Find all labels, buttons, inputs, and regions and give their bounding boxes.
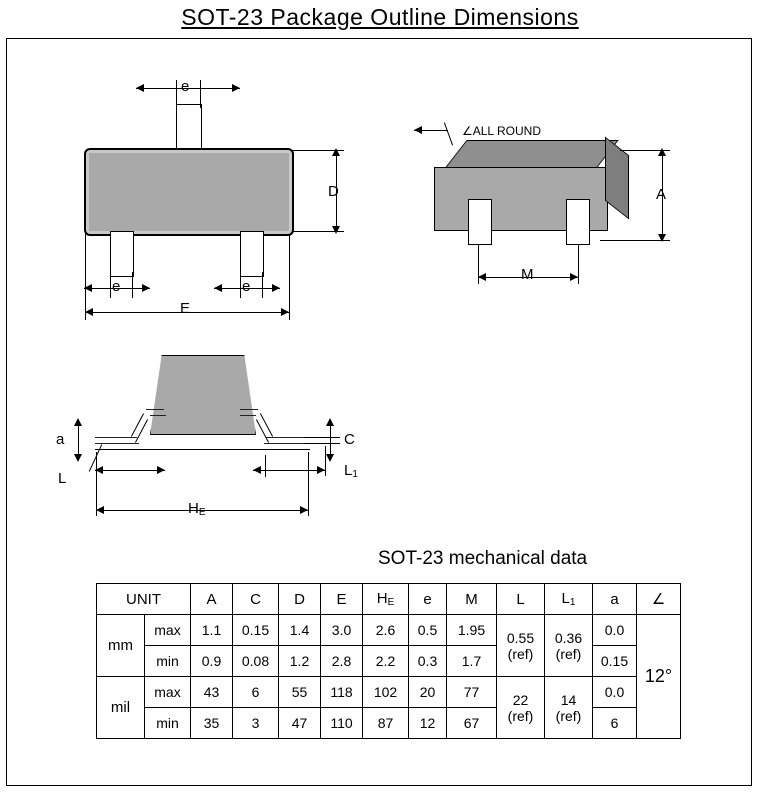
row-label-min-mil: min xyxy=(145,708,191,739)
cell-mm-min-a: 0.15 xyxy=(593,646,637,677)
unit-mil: mil xyxy=(97,677,145,739)
ext-line-D-bottom xyxy=(292,231,344,232)
header-L1: L1 xyxy=(545,584,593,615)
arrow-a-top xyxy=(74,418,82,426)
header-angle: ∠ xyxy=(637,584,681,615)
side-lead-right-top2 xyxy=(240,415,256,416)
cell-mm-max-C: 0.15 xyxy=(233,615,279,646)
label-e-bottom-left: e xyxy=(112,278,121,295)
header-E: E xyxy=(321,584,363,615)
dim-line-L1 xyxy=(253,470,325,471)
iso-pad-left xyxy=(468,199,492,245)
cell-mil-max-a: 0.0 xyxy=(593,677,637,708)
label-L1: $L_1$ xyxy=(344,462,358,480)
header-D: D xyxy=(279,584,321,615)
ext-HE-left xyxy=(96,452,97,516)
ext-L1-right xyxy=(325,446,326,476)
cell-mil-min-M: 67 xyxy=(447,708,497,739)
cell-mil-L1-value: 14 xyxy=(560,691,577,708)
cell-mil-max-M: 77 xyxy=(447,677,497,708)
cell-mm-L1-ref: (ref) xyxy=(555,645,582,662)
ext-e-b1 xyxy=(110,272,111,298)
arrow-L1-left xyxy=(253,466,261,474)
top-view-center-lead xyxy=(176,104,202,152)
cell-mil-min-e: 12 xyxy=(409,708,447,739)
label-E: E xyxy=(180,300,191,317)
cell-mil-max-C: 6 xyxy=(233,677,279,708)
header-e: e xyxy=(409,584,447,615)
cell-mil-min-A: 35 xyxy=(191,708,233,739)
side-lead-left-top xyxy=(146,409,164,410)
cell-mil-max-HE: 102 xyxy=(363,677,409,708)
unit-mm: mm xyxy=(97,615,145,677)
ext-M-right xyxy=(578,244,579,284)
arrow-M-left xyxy=(478,273,486,281)
cell-mil-L-ref: (ref) xyxy=(507,707,534,724)
cell-mil-max-E: 118 xyxy=(321,677,363,708)
header-L: L xyxy=(497,584,545,615)
cell-mm-min-D: 1.2 xyxy=(279,646,321,677)
cell-mil-L xyxy=(497,677,545,739)
cell-mil-L-value: 22 xyxy=(512,691,529,708)
iso-pad-right xyxy=(566,199,590,245)
ext-L1-left xyxy=(265,455,266,477)
arrow-a-bottom xyxy=(74,454,82,462)
page-title: SOT-23 Package Outline Dimensions xyxy=(181,4,579,30)
row-label-max-mil: max xyxy=(145,677,191,708)
cell-mil-min-HE: 87 xyxy=(363,708,409,739)
ext-E-right xyxy=(289,234,290,320)
label-e-bottom-right: e xyxy=(242,278,251,295)
ext-line-e-top-left xyxy=(176,80,177,108)
arrow-L-right xyxy=(157,466,165,474)
cell-mm-max-A: 1.1 xyxy=(191,615,233,646)
arrow-E-right xyxy=(281,308,289,316)
top-view-package-body xyxy=(84,148,294,236)
label-e-top: e xyxy=(181,78,190,95)
label-all-round: ∠ALL ROUND xyxy=(462,124,541,138)
iso-top-face xyxy=(443,140,618,170)
dim-line-L-left xyxy=(95,470,165,471)
cell-mm-min-A: 0.9 xyxy=(191,646,233,677)
header-HE: HE xyxy=(363,584,409,615)
ext-A-top xyxy=(620,150,670,151)
header-a: a xyxy=(593,584,637,615)
arrow-e-top-right xyxy=(232,84,240,92)
mechanical-data-table xyxy=(96,583,681,739)
cell-angle: 12° xyxy=(637,615,681,739)
label-a: a xyxy=(56,431,65,448)
side-lead-right-flat xyxy=(266,437,308,438)
ext-E-left xyxy=(85,234,86,320)
cell-mm-max-D: 1.4 xyxy=(279,615,321,646)
row-label-max: max xyxy=(145,615,191,646)
cell-mm-L1 xyxy=(545,615,593,677)
label-A: A xyxy=(656,186,667,203)
table-title: SOT-23 mechanical data xyxy=(378,548,588,569)
table-row-mm-max xyxy=(97,615,681,646)
side-lead-right-top xyxy=(240,409,258,410)
top-view-lead-left xyxy=(110,231,134,277)
cell-mil-min-E: 110 xyxy=(321,708,363,739)
cell-mil-min-C: 3 xyxy=(233,708,279,739)
arrow-all-round xyxy=(414,126,422,134)
ext-A-bottom xyxy=(600,240,670,241)
ext-e-b4 xyxy=(262,272,263,298)
arrow-D-bottom xyxy=(332,226,340,234)
cell-mm-max-e: 0.5 xyxy=(409,615,447,646)
arrow-M-right xyxy=(570,273,578,281)
table-header-row xyxy=(97,584,681,615)
top-view-lead-right xyxy=(240,231,264,277)
arrow-C-top xyxy=(326,418,334,426)
cell-mm-min-C: 0.08 xyxy=(233,646,279,677)
cell-mil-L1 xyxy=(545,677,593,739)
label-C: C xyxy=(344,431,355,448)
ext-C-top xyxy=(304,437,340,438)
cell-mm-max-a: 0.0 xyxy=(593,615,637,646)
label-D: D xyxy=(328,183,339,200)
arrow-e-br-left xyxy=(214,284,222,292)
arrow-E-left xyxy=(85,308,93,316)
cell-mil-min-D: 47 xyxy=(279,708,321,739)
arrow-e-top-left xyxy=(136,84,144,92)
cell-mil-max-e: 20 xyxy=(409,677,447,708)
side-view-body xyxy=(150,355,256,435)
cell-mm-min-e: 0.3 xyxy=(409,646,447,677)
row-label-min: min xyxy=(145,646,191,677)
label-L: L xyxy=(58,470,67,487)
arrow-HE-right xyxy=(300,506,308,514)
cell-mm-min-E: 2.8 xyxy=(321,646,363,677)
header-M: M xyxy=(447,584,497,615)
header-C: C xyxy=(233,584,279,615)
ext-HE-right xyxy=(308,452,309,516)
cell-mm-L-ref: (ref) xyxy=(507,645,534,662)
table-row-mil-min xyxy=(97,708,681,739)
cell-mm-L1-value: 0.36 xyxy=(554,629,583,646)
cell-mm-max-E: 3.0 xyxy=(321,615,363,646)
arrow-C-bottom xyxy=(326,454,334,462)
header-A: A xyxy=(191,584,233,615)
ext-line-e-top-right xyxy=(200,80,201,108)
header-unit: UNIT xyxy=(97,584,191,615)
ext-e-b3 xyxy=(240,272,241,298)
cell-mil-max-D: 55 xyxy=(279,677,321,708)
table-row-mm-min xyxy=(97,646,681,677)
side-seating-plane xyxy=(95,449,310,450)
arrow-e-bl-right xyxy=(142,284,150,292)
arrow-e-br-right xyxy=(272,284,280,292)
ext-e-b2 xyxy=(132,272,133,298)
ext-line-D-top xyxy=(292,150,344,151)
arrow-L1-right xyxy=(317,466,325,474)
side-lead-left-top2 xyxy=(150,415,166,416)
side-lead-left-flat xyxy=(95,437,137,438)
table-row-mil-max xyxy=(97,677,681,708)
cell-mm-max-M: 1.95 xyxy=(447,615,497,646)
cell-mm-min-M: 1.7 xyxy=(447,646,497,677)
side-lead-right-flat2 xyxy=(264,443,308,444)
ext-C-bottom xyxy=(304,443,340,444)
cell-mil-min-a: 6 xyxy=(593,708,637,739)
cell-mm-L xyxy=(497,615,545,677)
arrow-HE-left xyxy=(96,506,104,514)
cell-mm-min-HE: 2.2 xyxy=(363,646,409,677)
ext-M-left xyxy=(478,244,479,284)
label-HE: $H_E$ xyxy=(188,500,206,518)
label-M: M xyxy=(521,266,534,283)
cell-mil-max-A: 43 xyxy=(191,677,233,708)
cell-mm-L-value: 0.55 xyxy=(506,629,535,646)
cell-mm-max-HE: 2.6 xyxy=(363,615,409,646)
cell-mil-L1-ref: (ref) xyxy=(555,707,582,724)
